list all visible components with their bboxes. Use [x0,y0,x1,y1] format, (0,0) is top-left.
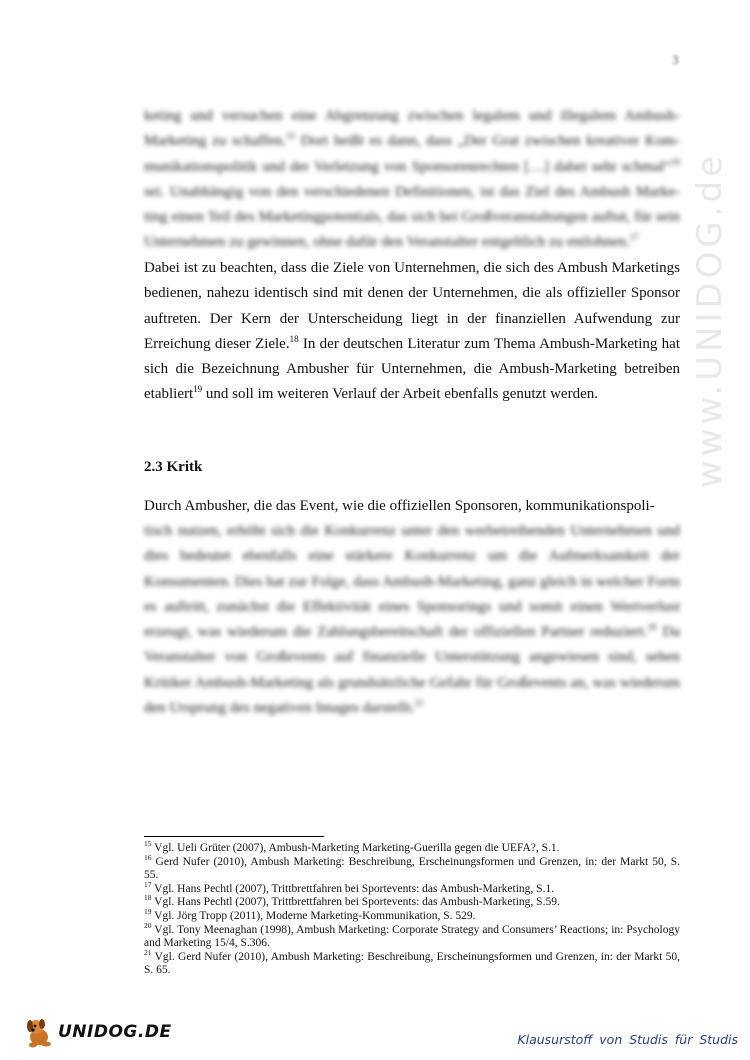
footnote-ref: 18 [289,333,299,344]
footnote-text: Vgl. Ueli Grüter (2007), Ambush-Marketing Marketing-Guerilla gegen die UEFA?, S.1. [151,842,560,854]
blurred-text: munikationspolitik und der Verletzung von Sponsorenrechten […] dabei sehr schmal“ [144,158,671,175]
footnote-text: Vgl. Jörg Tropp (2011), Moderne Marketing-Kommunikation, S. 529. [151,909,476,922]
footnote [144,839,680,856]
footnote-text: Vgl. Hans Pechtl (2007), Trittbrettfahren bei Sportevents: das Ambush-Marketing, S.59. [151,896,560,909]
footnote-number: 16 [144,852,152,862]
footnote-ref: 19 [193,384,203,395]
blurred-text: sein Unternehmen zu gewinnen, ohne dafür den Veranstalter entgeltlich zu entlohnen. [144,209,680,251]
paragraph-text: und soll im weiteren Verlauf der Arbeit ebenfalls genutzt werden. [202,386,598,403]
footnote-number: 18 [144,893,152,903]
paragraph-text: In der deutschen Literatur zum Thema Ambush-Marketing hat sich die Bezeichnung Ambusher für Unternehmen, die Ambush-Marketing betreiben etabliert [144,335,681,403]
footnote-number: 20 [144,920,152,930]
tagline: Klausurstoff von Studis für Studis [517,1032,738,1047]
footnote-ref: 20 [647,622,657,633]
footnote-ref: 17 [629,232,639,243]
footnote [144,920,680,951]
footnote [144,947,680,978]
footnote [144,907,680,924]
paragraph-text: Dabei ist zu beachten, dass die Ziele von Unternehmen, die sich des Ambush Marketings bedienen, nahezu identisch sind mit denen der Unternehmen, die als offizieller Sponsor auftreten. Der Kern der Unterscheidung liegt in der finanziellen Aufwendung zur Erreichung dieser Ziele. [144,260,680,352]
footnote-number: 21 [144,947,152,957]
blurred-text: tisch nutzen, erhöht sich die Konkurrenz unter den werbetreibenden Unternehmen und dies bedeutet ebenfalls eine stärkere Konkurrenz um die Aufmerksamkeit der Konsumenten. Dies hat zur Folge, dass Ambush-Marketing, ganz gleich in welcher Form es auftritt, zunächst die Effektivität eines Sponsorings und somit einen Wertverlust erzeugt, was wiederum die Zahlungsbereitschaft der offiziellen Partner reduziert. [144,523,680,641]
blurred-text: Marketing zu schaffen. [144,133,287,150]
footnote-text: Vgl. Tony Meenaghan (1998), Ambush Marketing: Corporate Strategy and Consumers’ Reactions; in: Psychology and Marketing 15/4, S.306. [144,923,680,950]
footnote-text: Vgl. Hans Pechtl (2007), Trittbrettfahren bei Sportevents: das Ambush-Marketing, S.1. [151,882,555,895]
paragraph-kritik-first-line [144,494,680,519]
footnote [144,879,680,897]
footnote-text: Vgl. Gerd Nufer (2010), Ambush Marketing: Beschreibung, Erscheinungsformen und Grenzen, in: der Markt 50, S. 65. [144,950,680,977]
footnote-ref: 16 [671,156,680,167]
logo-text: UNIDOG.DE [58,1022,172,1042]
section-heading: 2.3 Kritk [144,459,203,475]
paragraph-text: Durch Ambusher, die das Event, wie die offiziellen Sponsoren, kommunikationspoli- [144,498,655,514]
footnote-number: 19 [144,907,152,917]
dog-icon [22,1015,56,1049]
footnote-divider [144,836,324,837]
blurred-text: keting und versuchen eine Abgrenzung zwischen legalem und illegalem Ambush- [144,108,680,124]
blurred-text: Dort heißt es dann, dass „Der Grat zwischen kreativer Kom- [295,133,681,150]
footnotes [144,839,680,978]
footnote-ref: 15 [286,131,296,142]
paragraph-ambusher [144,256,680,408]
blurred-text: sei. Unabhängig von den verschiedenen Definitionen, ist das Ziel des Ambush Marke- [144,183,680,200]
footnote-ref: 21 [414,698,424,709]
page-number: 3 [672,52,679,67]
blurred-text: ting einen Teil des Marketingpotentials, das sich bei Großveranstaltungen auftut, für [144,209,652,226]
footnote [144,852,680,883]
footnote-number: 15 [144,839,152,849]
blurred-text: Da Veranstalter von Großevents auf finanzielle Unterstützung angewiesen sind, sehen Kritiker Ambush-Marketing als grundsätzliche Gefahr für Großevents an, was wiederum den Ursprung des negativen Images darstellt. [144,624,680,717]
blurred-paragraph-kritik [144,519,680,721]
footnote-number: 17 [144,879,152,889]
blurred-paragraph-top [144,104,680,256]
footnote-text: Gerd Nufer (2010), Ambush Marketing: Beschreibung, Erscheinungsformen und Grenzen, in: der Markt 50, S. 55. [144,855,680,882]
unidog-logo [22,1014,172,1050]
footnote [144,893,680,910]
watermark-text: www.UNIDOG.de [690,151,730,489]
